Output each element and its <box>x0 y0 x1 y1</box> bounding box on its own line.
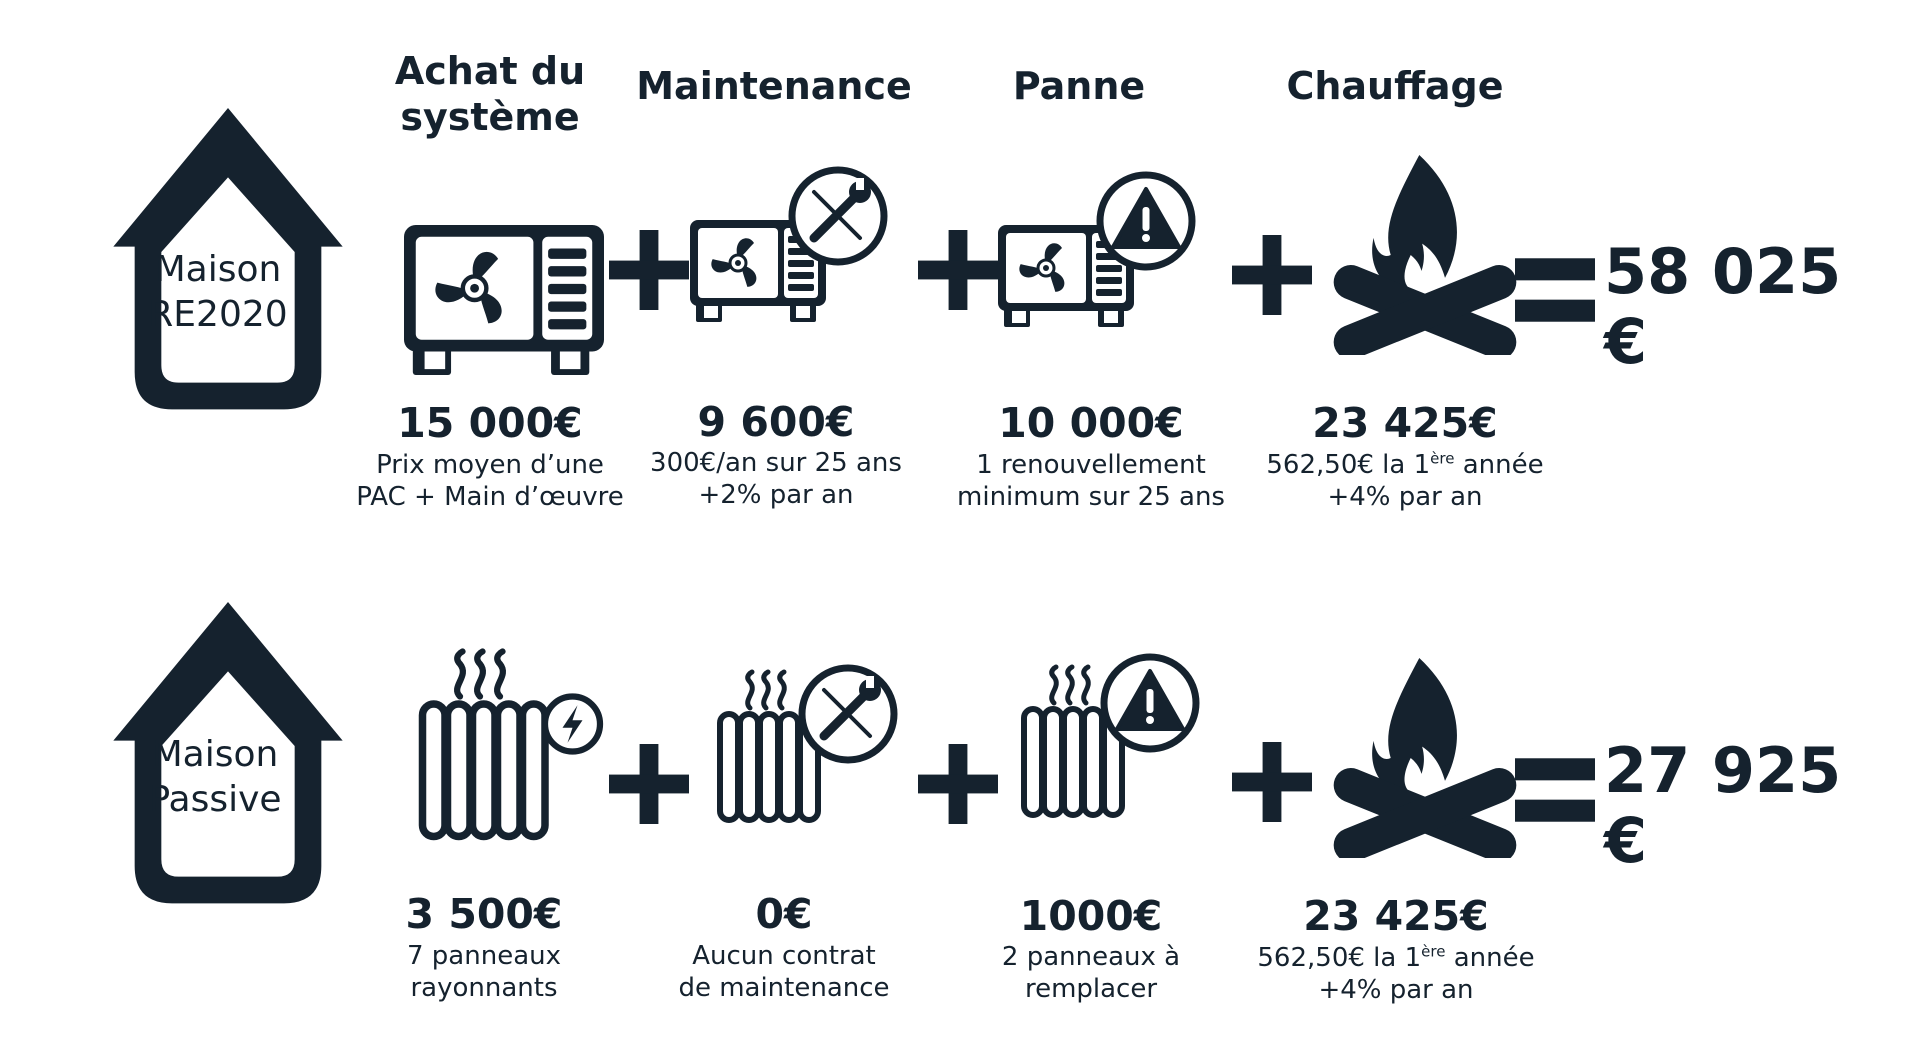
desc-maintenance-re2020: 300€/an sur 25 ans +2% par an <box>650 448 902 510</box>
value-chauffage-re2020: 23 425€ <box>1312 399 1498 447</box>
plus-icon <box>918 744 998 824</box>
desc-chauffage-passive: 562,50€ la 1ère année +4% par an <box>1257 942 1535 1005</box>
value-maintenance-passive: 0€ <box>755 890 813 938</box>
heat-pump-maintenance-icon <box>690 155 890 355</box>
header-panne: Panne <box>1012 64 1146 108</box>
header-achat-line2: système <box>400 95 580 139</box>
fire-icon <box>1325 155 1525 355</box>
fire-icon <box>1325 658 1525 858</box>
total-passive: 27 925 € <box>1604 734 1842 877</box>
radiator-electric-icon <box>410 644 610 844</box>
desc-panne-passive: 2 panneaux à remplacer <box>1001 942 1181 1004</box>
header-achat-line1: Achat du <box>394 49 586 93</box>
desc-chauffage-re2020: 562,50€ la 1ère année +4% par an <box>1266 449 1544 512</box>
value-achat-re2020: 15 000€ <box>397 399 583 447</box>
heat-pump-warning-icon <box>998 160 1198 360</box>
value-achat-passive: 3 500€ <box>405 890 563 938</box>
plus-icon <box>609 230 689 310</box>
header-maintenance: Maintenance <box>636 64 912 108</box>
radiator-warning-icon <box>1016 636 1216 836</box>
house-label-re2020: Maison RE2020 <box>148 249 288 335</box>
plus-icon <box>609 744 689 824</box>
plus-icon <box>1232 235 1312 315</box>
value-maintenance-re2020: 9 600€ <box>697 398 855 446</box>
heat-pump-icon <box>404 200 604 400</box>
house-label-passive: Maison Passive <box>148 734 282 820</box>
value-panne-re2020: 10 000€ <box>998 399 1184 447</box>
plus-icon <box>918 230 998 310</box>
value-panne-passive: 1000€ <box>1019 892 1163 940</box>
radiator-maintenance-icon <box>712 644 912 844</box>
desc-achat-passive: 7 panneaux rayonnants <box>407 941 561 1003</box>
total-re2020: 58 025 € <box>1604 235 1842 378</box>
desc-maintenance-passive: Aucun contrat de maintenance <box>678 941 890 1003</box>
value-chauffage-passive: 23 425€ <box>1303 892 1489 940</box>
desc-panne-re2020: 1 renouvellement minimum sur 25 ans <box>957 450 1225 512</box>
equals-icon <box>1515 250 1595 330</box>
header-chauffage: Chauffage <box>1286 64 1504 108</box>
plus-icon <box>1232 742 1312 822</box>
equals-icon <box>1515 750 1595 830</box>
desc-achat-re2020: Prix moyen d’une PAC + Main d’œuvre <box>356 450 624 512</box>
header-achat <box>340 48 640 140</box>
